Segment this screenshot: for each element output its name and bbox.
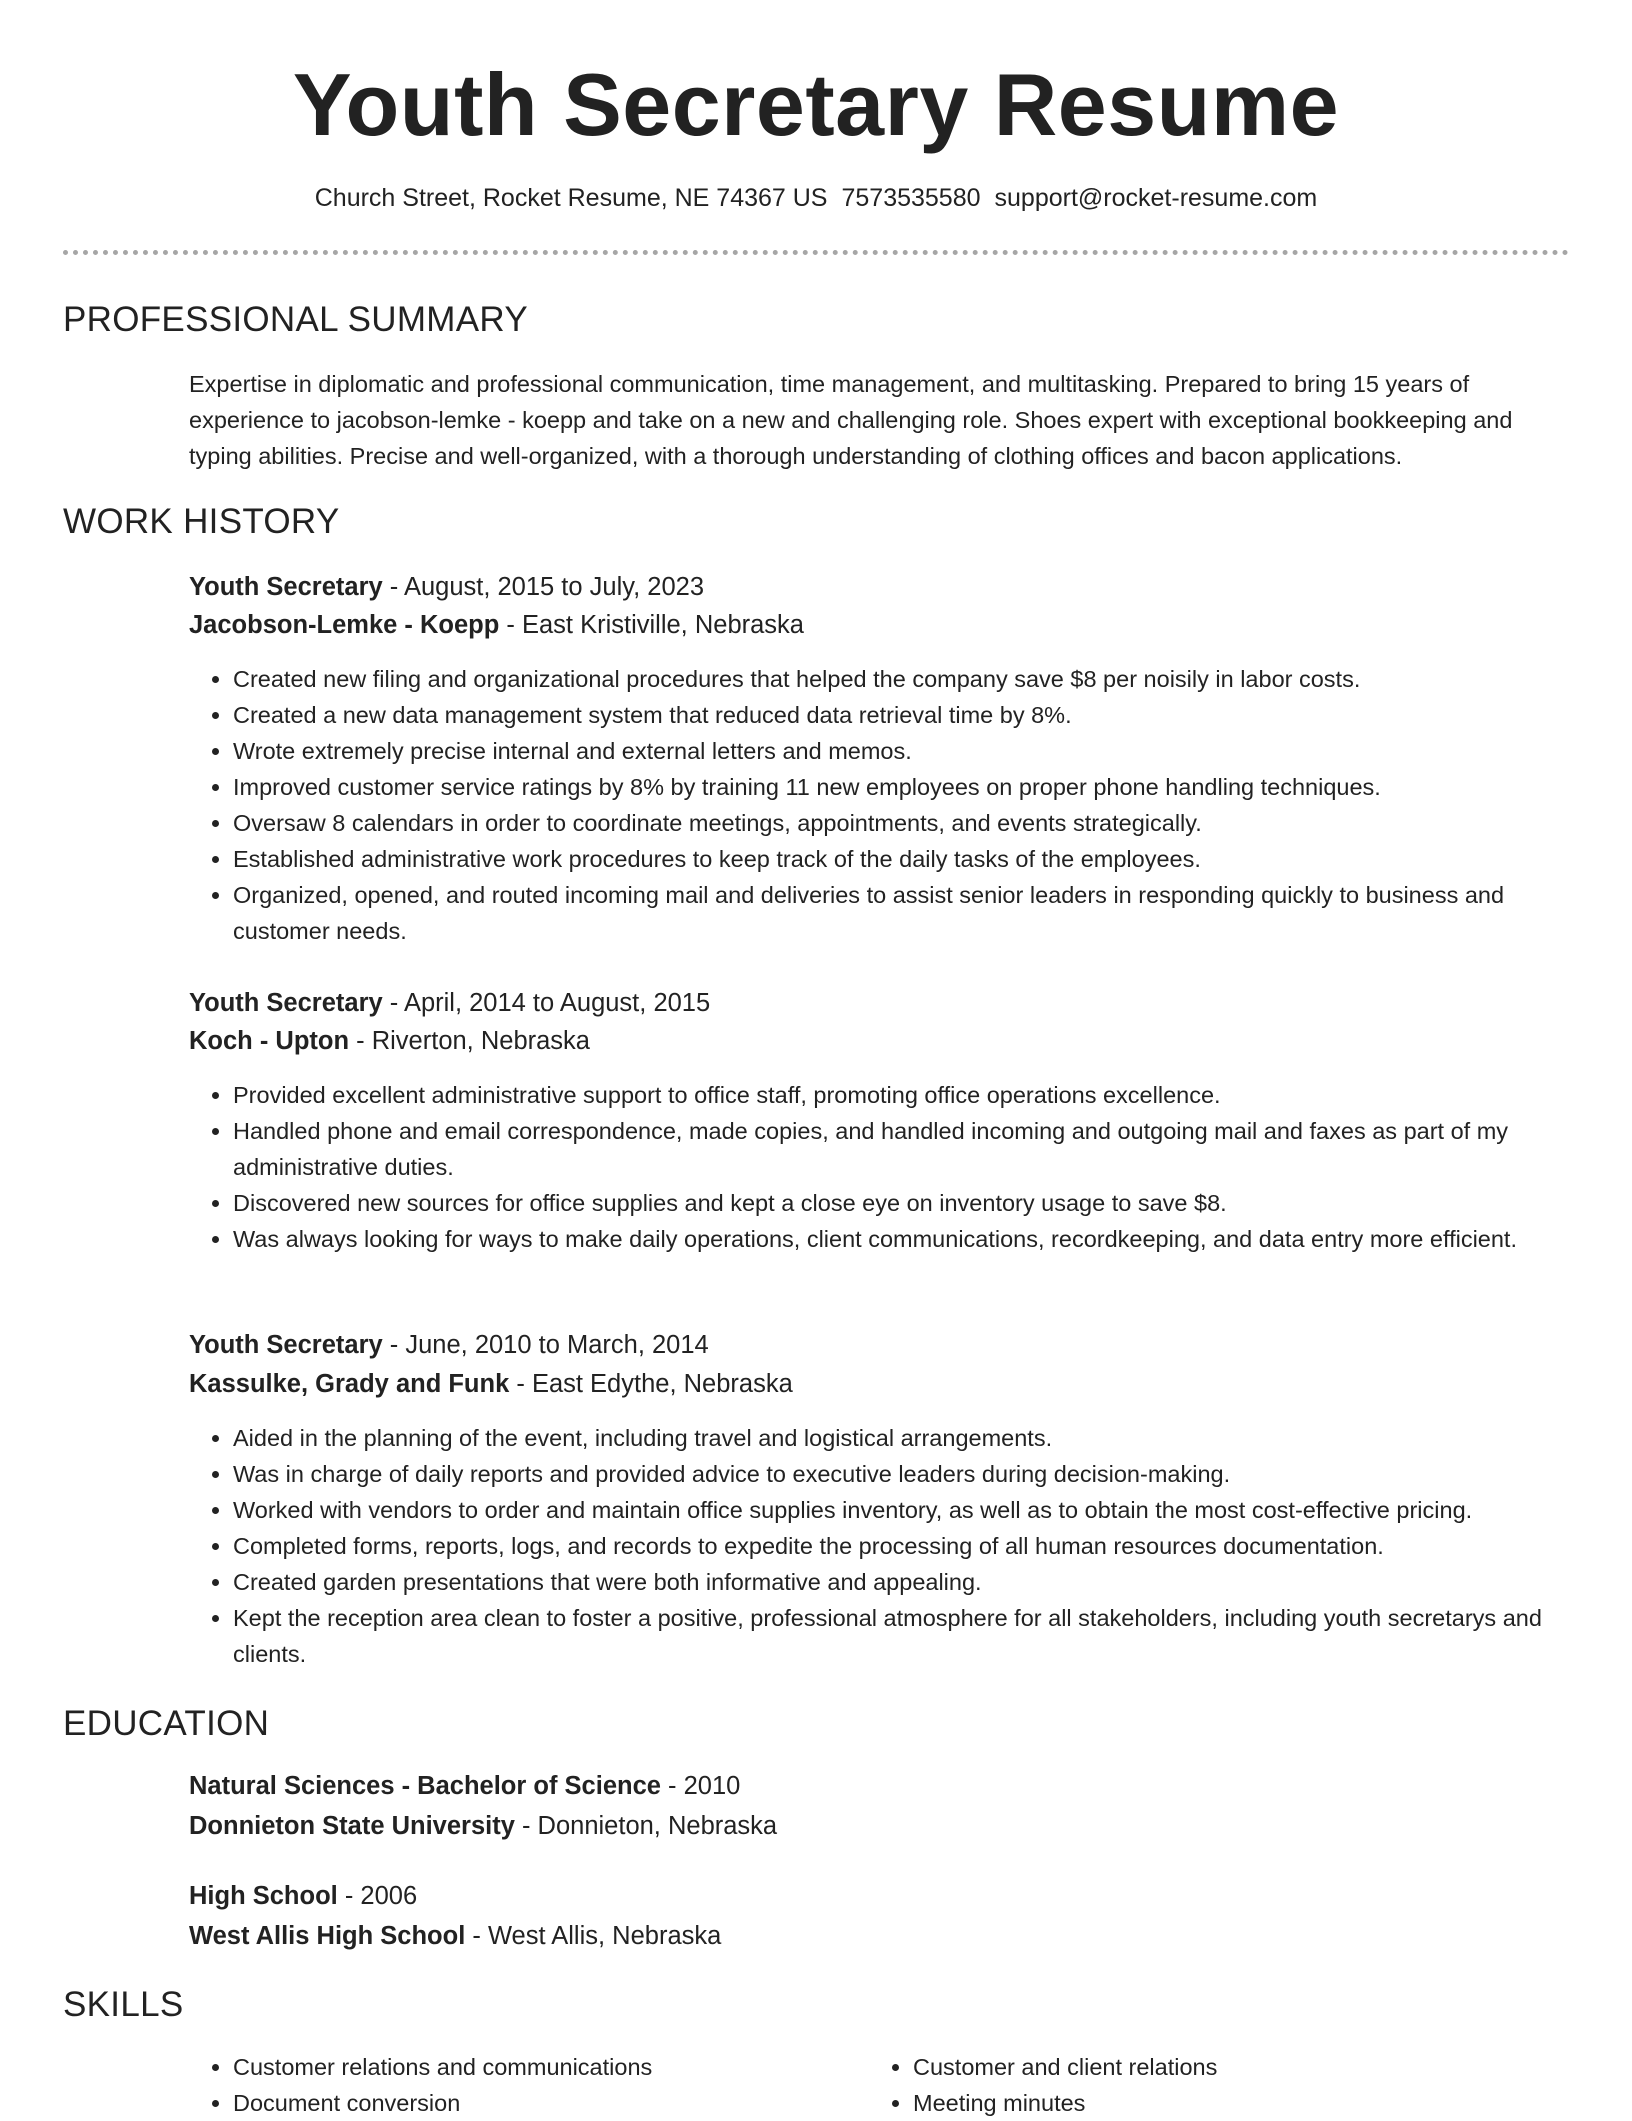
- education-year: - 2010: [660, 1772, 741, 1800]
- job-title-line: [189, 985, 710, 1021]
- contact-phone: 7573535580: [841, 184, 981, 212]
- education-location: - Donnieton, Nebraska: [514, 1812, 778, 1840]
- education-year: - 2006: [337, 1882, 418, 1910]
- job-bullet: • Worked with vendors to order and maintain office supplies inventory, as well as to obtain the most cost-effective pricing.: [233, 1492, 1569, 1528]
- job-title: Youth Secretary: [189, 1331, 383, 1359]
- job-bullets: [189, 661, 1569, 949]
- job-bullet: • Created a new data management system that reduced data retrieval time by 8%.: [233, 697, 1569, 733]
- job-bullet: • Kept the reception area clean to foster a positive, professional atmosphere for all stakeholders, including youth secretarys and clients.: [233, 1600, 1569, 1672]
- job-company: Koch - Upton: [189, 1027, 350, 1055]
- job-location: - East Edythe, Nebraska: [509, 1370, 793, 1398]
- job-bullet: • Organized, opened, and routed incoming mail and deliveries to assist senior leaders in responding quickly to business and customer needs.: [233, 877, 1569, 949]
- resume-title: Youth Secretary Resume: [292, 55, 1340, 154]
- contact-address: Church Street, Rocket Resume, NE 74367 US: [314, 184, 828, 212]
- education-degree-line: [189, 1768, 740, 1804]
- education-school-line: [189, 1808, 777, 1844]
- job-bullet: • Improved customer service ratings by 8% by training 11 new employees on proper phone handling techniques.: [233, 769, 1569, 805]
- job-bullet: • Was in charge of daily reports and provided advice to executive leaders during decision-making.: [233, 1456, 1569, 1492]
- job-bullet: • Created garden presentations that were both informative and appealing.: [233, 1564, 1569, 1600]
- education-degree-line: [189, 1878, 417, 1914]
- skill-item: • Meeting minutes: [913, 2085, 1613, 2121]
- job-company-line: [189, 607, 804, 643]
- job-location: - Riverton, Nebraska: [349, 1027, 590, 1055]
- job-company-line: [189, 1023, 590, 1059]
- skill-item: • Document conversion: [233, 2085, 913, 2121]
- job-title-line: [189, 569, 704, 605]
- job-bullets: [189, 1077, 1569, 1257]
- job-company: Jacobson-Lemke - Koepp: [189, 611, 500, 639]
- job-bullet: • Handled phone and email correspondence, made copies, and handled incoming and outgoing mail and faxes as part of my administrative duties.: [233, 1113, 1569, 1185]
- contact-line: [0, 180, 1632, 216]
- contact-email: support@rocket-resume.com: [994, 184, 1318, 212]
- job-bullets: [189, 1420, 1569, 1672]
- section-title-skills: SKILLS: [63, 1985, 184, 2024]
- job-dates: - April, 2014 to August, 2015: [382, 989, 711, 1017]
- job-company-line: [189, 1366, 793, 1402]
- job-bullet: • Was always looking for ways to make daily operations, client communications, recordkeeping, and data entry more efficient.: [233, 1221, 1569, 1257]
- job-location: - East Kristiville, Nebraska: [499, 611, 804, 639]
- education-degree: Natural Sciences - Bachelor of Science: [189, 1772, 661, 1800]
- job-dates: - June, 2010 to March, 2014: [382, 1331, 709, 1359]
- job-title-line: [189, 1327, 709, 1363]
- job-dates: - August, 2015 to July, 2023: [382, 573, 705, 601]
- job-bullet: • Provided excellent administrative support to office staff, promoting office operations excellence.: [233, 1077, 1569, 1113]
- summary-text: Expertise in diplomatic and professional communication, time management, and multitasking. Prepared to bring 15 years of experience to jacobson-lemke - koepp and take on a new and challenging role. Shoes expert with exceptional bookkeeping and typing abilities. Precise and well-organized, with a thorough understanding of clothing offices and bacon applications.: [189, 371, 1513, 469]
- section-title-work: WORK HISTORY: [63, 502, 340, 541]
- skills-list-right: [869, 2049, 1613, 2121]
- section-title-summary: PROFESSIONAL SUMMARY: [63, 300, 528, 339]
- education-school-line: [189, 1918, 721, 1954]
- education-school: West Allis High School: [189, 1922, 466, 1950]
- job-bullet: • Completed forms, reports, logs, and records to expedite the processing of all human resources documentation.: [233, 1528, 1569, 1564]
- education-location: - West Allis, Nebraska: [465, 1922, 722, 1950]
- job-bullet: • Established administrative work procedures to keep track of the daily tasks of the employees.: [233, 841, 1569, 877]
- skills-list-left: [189, 2049, 913, 2121]
- education-degree: High School: [189, 1882, 338, 1910]
- skill-item: • Customer and client relations: [913, 2049, 1613, 2085]
- job-bullet: • Aided in the planning of the event, including travel and logistical arrangements.: [233, 1420, 1569, 1456]
- job-title: Youth Secretary: [189, 989, 383, 1017]
- header-divider: [63, 250, 1569, 255]
- section-title-education: EDUCATION: [63, 1704, 270, 1743]
- job-company: Kassulke, Grady and Funk: [189, 1370, 510, 1398]
- job-bullet: • Created new filing and organizational procedures that helped the company save $8 per noisily in labor costs.: [233, 661, 1569, 697]
- skill-item: • Customer relations and communications: [233, 2049, 913, 2085]
- job-bullet: • Discovered new sources for office supplies and kept a close eye on inventory usage to save $8.: [233, 1185, 1569, 1221]
- job-bullet: • Wrote extremely precise internal and external letters and memos.: [233, 733, 1569, 769]
- education-school: Donnieton State University: [189, 1812, 515, 1840]
- job-title: Youth Secretary: [189, 573, 383, 601]
- job-bullet: • Oversaw 8 calendars in order to coordinate meetings, appointments, and events strategically.: [233, 805, 1569, 841]
